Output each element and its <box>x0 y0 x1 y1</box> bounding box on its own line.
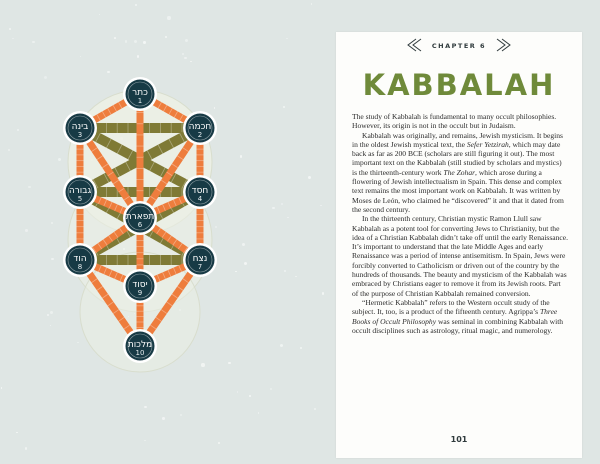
speckle <box>144 440 145 441</box>
speckle <box>80 56 81 57</box>
speckle <box>320 205 321 206</box>
sephirah-number: 1 <box>137 97 143 105</box>
speckle <box>114 37 116 39</box>
sephirah-number: 3 <box>77 131 83 139</box>
speckle <box>162 417 165 420</box>
speckle <box>185 39 188 42</box>
speckle <box>135 4 137 6</box>
body-paragraph <box>352 131 568 215</box>
chapter-title: KABBALAH <box>362 68 556 102</box>
text-run: Kabbalah was originally, and remains, Jewish mysticism. It begins in the oldest Jewish mystical text, the <box>352 130 563 149</box>
sephirah-node <box>63 175 97 209</box>
speckle <box>287 217 289 219</box>
sephirah-number: 8 <box>77 263 83 271</box>
text-run: In the thirteenth century, Christian mystic Ramon Llull saw Kabbalah as a potent tool for converting Jews to Christianity, but the idea of a Christian Kabbalah didn’t take off until the early Renaissance. It’s important to understand that the late Middle Ages and early Renaissance was a period of intense antisemitism. In Spain, Jews were forcibly converted to Catholicism or driven out of the country by the hundreds of thousands. The beauty and mysticism of the Kabbalah was embraced by Christians eager to remove it from its Jewish roots. Part of the purpose of Christian Kabbalah remained conversion. <box>352 214 568 298</box>
sephirah-node <box>123 329 157 363</box>
sephirah-name: הוד <box>73 254 87 264</box>
banner-chevron-right-icon <box>496 38 516 52</box>
speckle <box>8 149 10 151</box>
sephirah-name: כתר <box>132 88 148 98</box>
speckle <box>280 344 283 347</box>
sephirah-node <box>63 243 97 277</box>
text-run: The study of Kabbalah is fundamental to many occult philosophies. However, its origin is not in the occult but in Judaism. <box>352 112 557 131</box>
speckle <box>308 176 311 179</box>
speckle <box>182 53 184 55</box>
sephirah-node <box>183 111 217 145</box>
speckle <box>283 106 286 109</box>
speckle <box>281 203 283 205</box>
sephirah-node <box>123 201 157 235</box>
tree-of-life-illustration <box>40 62 250 402</box>
text-run: “Hermetic Kabbalah” refers to the Western occult study of the subject. It, too, is a product of the fifteenth century. Agrippa’s <box>352 297 550 317</box>
sephirah-number: 4 <box>197 195 203 203</box>
sephirah-node <box>63 111 97 145</box>
speckle <box>32 41 35 44</box>
sephirah-name: גבורה <box>68 186 92 196</box>
sephirah-name: מלכות <box>127 340 153 350</box>
speckle <box>167 16 170 19</box>
sephirah-number: 6 <box>137 221 143 229</box>
book-title: Three Books of Occult Philosophy <box>352 307 558 326</box>
speckle <box>99 14 100 15</box>
speckle <box>286 38 287 39</box>
sephirah-number: 5 <box>77 195 83 203</box>
speckle <box>16 432 17 433</box>
sephirah-name: יסוד <box>132 280 148 290</box>
speckle <box>137 55 139 57</box>
body-paragraph <box>352 112 568 131</box>
sephirah-node <box>123 269 157 303</box>
book-title: The Zohar <box>443 167 476 177</box>
speckle <box>180 414 182 416</box>
speckle <box>144 406 146 408</box>
speckle <box>12 38 13 39</box>
sephirah-node <box>183 243 217 277</box>
speckle <box>270 388 272 390</box>
speckle <box>258 412 259 413</box>
speckle <box>9 28 11 30</box>
text-run: was seminal in combining Kabbalah with occult disciplines such as astrology, ritual magic, and numerology. <box>352 316 564 335</box>
speckle <box>311 3 313 5</box>
sephirah-name: חכמה <box>188 122 212 132</box>
speckle <box>300 347 302 349</box>
speckle <box>272 207 274 209</box>
body-paragraph <box>352 214 568 298</box>
sephirah-number: 2 <box>197 131 203 139</box>
page-number: 101 <box>450 435 468 444</box>
speckle <box>284 270 286 272</box>
speckle <box>25 229 28 232</box>
text-page <box>336 32 582 458</box>
sephirah-node <box>183 175 217 209</box>
speckle <box>1 387 2 388</box>
speckle <box>184 57 186 59</box>
speckle <box>25 447 27 449</box>
body-paragraph <box>352 298 568 335</box>
sephirah-name: נצח <box>192 254 208 264</box>
speckle <box>125 40 128 43</box>
sephirah-node <box>123 77 157 111</box>
speckle <box>295 276 297 278</box>
sephirah-number: 9 <box>137 289 143 297</box>
chapter-label: CHAPTER 6 <box>431 42 487 50</box>
sephirah-number: 10 <box>135 349 145 357</box>
speckle <box>143 41 145 43</box>
text-run: , which may date back as far as 200 BCE (scholars are still figuring it out). The most important text on the Kabbalah (still studied by scholars and mystics) is the thirteenth-century work <box>352 139 562 177</box>
sephirah-number: 7 <box>197 263 203 271</box>
speckle <box>134 40 137 43</box>
speckle <box>165 36 167 38</box>
sephirah-name: בינה <box>71 122 89 132</box>
book-title: Sefer Yetzirah <box>466 139 509 149</box>
speckle <box>28 186 31 189</box>
sephirah-name: חסד <box>191 186 209 196</box>
text-run: , which arose during a flowering of Jewish intellectualism in Spain. This dense and complex text remains the most important work on Kabbalah. It was written by Moses de León, who claimed he “discovered” it and that it dated from the second century. <box>352 167 564 214</box>
speckle <box>218 442 220 444</box>
speckle <box>322 292 324 294</box>
speckle <box>314 408 316 410</box>
sephirah-name: תפארת <box>125 212 155 222</box>
speckle <box>17 129 19 131</box>
chapter-body <box>352 112 568 335</box>
